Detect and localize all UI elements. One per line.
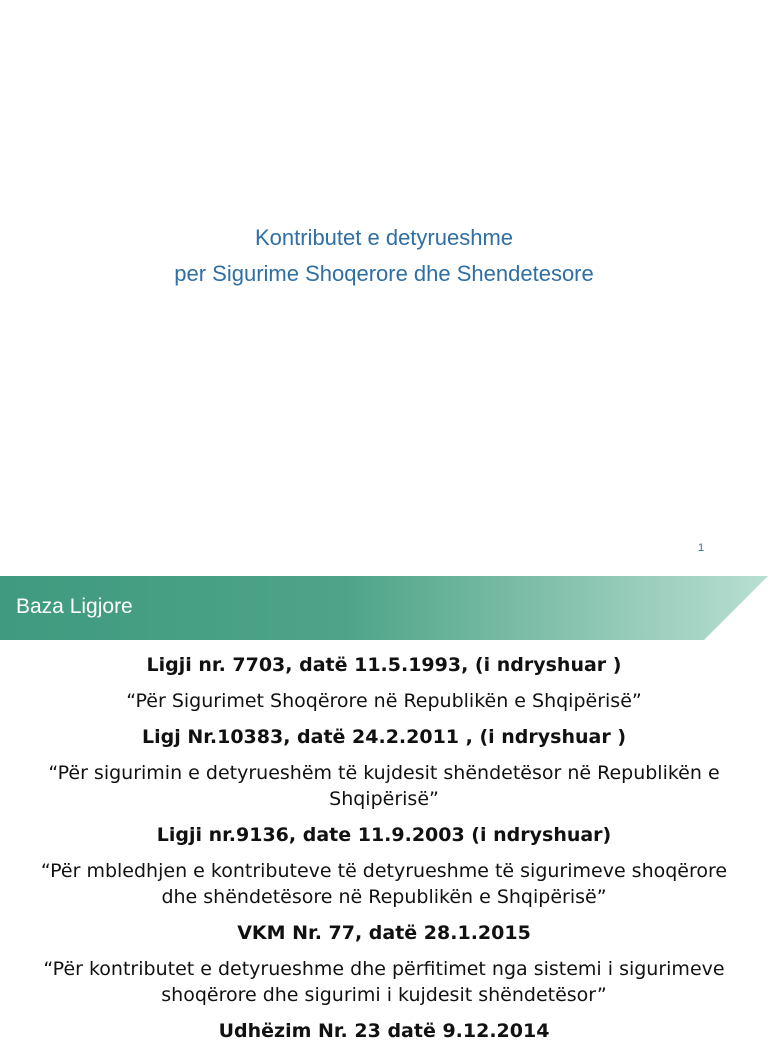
legal-item	[0, 1018, 768, 1044]
title-line-1: Kontributet e detyrueshme	[254, 225, 514, 250]
law-title: Udhëzim Nr. 23 datë 9.12.2014	[218, 1020, 550, 1042]
law-title: Ligji nr.9136, date 11.9.2003 (i ndryshuar)	[156, 824, 612, 846]
law-description: “Për mbledhjen e kontributeve të detyrueshme të sigurimeve shoqërore dhe shëndetësore në Republikën e Shqipërisë”	[40, 860, 728, 908]
legal-item	[0, 652, 768, 714]
legal-item	[0, 822, 768, 910]
slide-title-text	[0, 220, 768, 292]
law-description: “Për kontributet e detyrueshme dhe përfitimet nga sistemi i sigurimeve shoqërore dhe sigurimi i kujdesit shëndetësor”	[43, 958, 725, 1006]
law-title: Ligj Nr.10383, datë 24.2.2011 , (i ndryshuar )	[141, 726, 627, 748]
legal-item	[0, 724, 768, 812]
banner-title: Baza Ligjore	[16, 595, 133, 618]
legal-basis-list	[0, 652, 768, 1054]
law-title: Ligji nr. 7703, datë 11.5.1993, (i ndryshuar )	[146, 654, 622, 676]
slide-legal-basis	[0, 576, 768, 1042]
law-title: VKM Nr. 77, datë 28.1.2015	[237, 922, 531, 944]
law-description: “Për Sigurimet Shoqërore në Republikën e Shqipërisë”	[126, 690, 642, 712]
section-banner	[0, 576, 768, 640]
title-line-2: per Sigurime Shoqerore dhe Shendetesore	[174, 261, 594, 286]
law-description: “Për sigurimin e detyrueshëm të kujdesit shëndetësor në Republikën e Shqipërisë”	[48, 762, 720, 810]
legal-item	[0, 920, 768, 1008]
page-number: 1	[698, 542, 705, 554]
